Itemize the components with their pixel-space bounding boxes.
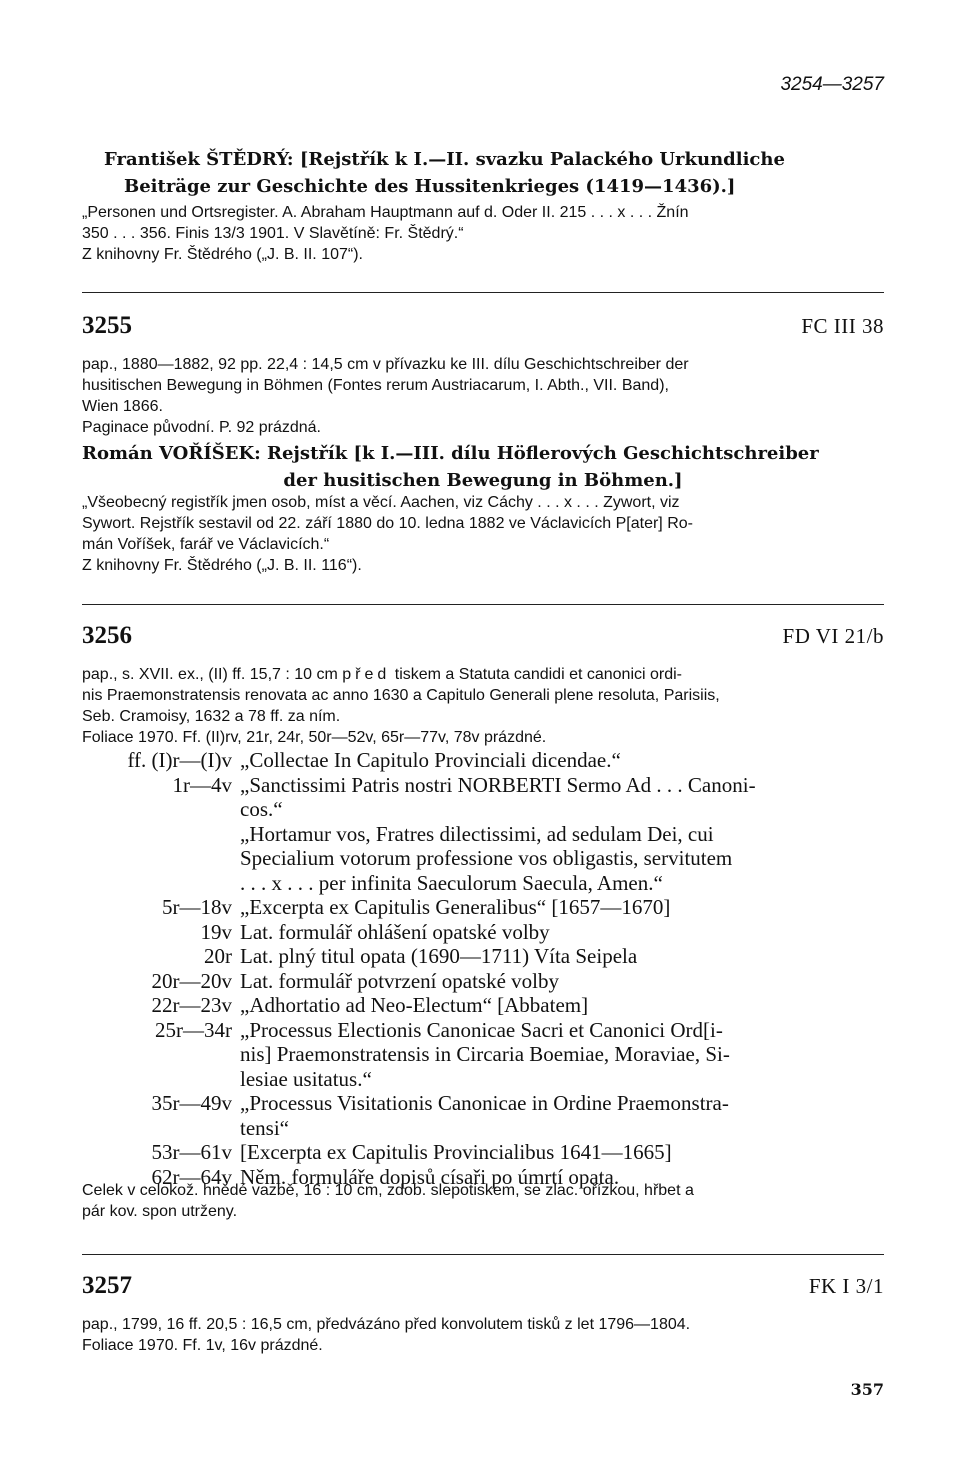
toc-text: [Excerpta ex Capitulis Provincialibus 1641—1665]	[240, 1140, 672, 1164]
divider-3255	[82, 292, 884, 293]
desc-line: Foliace 1970. Ff. 1v, 16v prázdné.	[82, 1337, 323, 1354]
record-3257-header	[82, 1272, 884, 1306]
entry-3254-title-line2: Beiträge zur Geschichte des Hussitenkrieges (1419—1436).]	[124, 176, 736, 197]
toc-text: Něm. formuláře dopisů císaři po úmrtí opata.	[240, 1164, 620, 1189]
title-line: der husitischen Bewegung in Böhmen.]	[283, 470, 683, 491]
toc-folio: 25r—34r	[155, 1017, 232, 1042]
record-3256-contents	[82, 748, 884, 1189]
toc-row	[82, 797, 884, 822]
binding-line: pár kov. spon utrženy.	[82, 1203, 238, 1220]
desc-line: nis Praemonstratensis renovata ac anno 1630 a Capitulo Generali plene resoluta, Parisiis,	[82, 687, 720, 704]
entry-3254-title-line1: František ŠTĚDRÝ: [Rejstřík k I.—II. svazku Palackého Urkundliche	[104, 149, 785, 170]
binding-line: Celek v celokož. hnědé vazbě, 16 : 10 cm, zdob. slepotiskem, se zlac. ořízkou, hřbet a	[82, 1182, 694, 1199]
desc-line: Paginace původní. P. 92 prázdná.	[82, 419, 321, 436]
page-number: 357	[850, 1380, 884, 1399]
desc-part-spaced: před	[342, 666, 391, 683]
running-head: 3254—3257	[780, 74, 884, 95]
toc-text: „Hortamur vos, Fratres dilectissimi, ad sedulam Dei, cui	[240, 821, 714, 846]
toc-text: Specialium votorum professione vos obligastis, servitutem	[240, 846, 733, 870]
toc-folio: 1r—4v	[172, 772, 232, 797]
toc-text: nis] Praemonstratensis in Circaria Boemiae, Moraviae, Si-	[240, 1042, 730, 1066]
record-3255-text	[82, 492, 884, 576]
desc-line	[82, 664, 884, 685]
toc-folio: 22r—23v	[151, 993, 232, 1017]
toc-folio: 20r	[204, 944, 232, 968]
toc-text: tensi“	[240, 1115, 289, 1140]
toc-text: „Sanctissimi Patris nostri NORBERTI Sermo Ad . . . Canoni-	[240, 772, 756, 797]
entry-3254-line1: „Personen und Ortsregister. A. Abraham Hauptmann auf d. Oder II. 215 . . . x . . . Žnín	[82, 204, 689, 221]
record-3256-description	[82, 664, 884, 748]
toc-row	[82, 993, 884, 1018]
record-3256-header	[82, 622, 884, 656]
record-number: 3255	[82, 312, 132, 339]
toc-text: „Adhortatio ad Neo-Electum“ [Abbatem]	[240, 993, 589, 1017]
toc-text: Lat. formulář potvrzení opatské volby	[240, 968, 559, 993]
entry-3254-line2: 350 . . . 356. Finis 13/3 1901. V Slavětíně: Fr. Štědrý.“	[82, 225, 464, 242]
toc-folio	[82, 1116, 240, 1141]
toc-text: „Processus Electionis Canonicae Sacri et Canonici Ord[i-	[240, 1017, 723, 1042]
page	[82, 0, 884, 1462]
desc-line: Seb. Cramoisy, 1632 a 78 ff. za ním.	[82, 708, 341, 725]
record-3255-title	[82, 440, 884, 494]
desc-line: pap., 1799, 16 ff. 20,5 : 16,5 cm, předvázáno před konvolutem tisků z let 1796—1804.	[82, 1316, 691, 1333]
toc-folio: 35r—49v	[151, 1091, 232, 1115]
toc-text: cos.“	[240, 797, 283, 821]
toc-folio	[82, 797, 240, 822]
text-line: „Všeobecný registřík jmen osob, míst a věcí. Aachen, viz Cáchy . . . x . . . Zywort, viz	[82, 494, 680, 511]
record-3256-binding	[82, 1180, 884, 1222]
toc-folio	[82, 871, 240, 896]
shelf-mark: FD VI 21/b	[782, 624, 884, 648]
text-line: Z knihovny Fr. Štědrého („J. B. II. 116“).	[82, 557, 362, 574]
toc-row	[82, 871, 884, 896]
toc-text: „Collectae In Capitulo Provinciali dicendae.“	[240, 748, 621, 772]
title-line: Román VOŘÍŠEK: Rejstřík [k I.—III. dílu Höflerových Geschichtschreiber	[82, 443, 819, 464]
toc-row	[82, 969, 884, 994]
toc-folio: 62r—64v	[151, 1164, 232, 1189]
record-3255-header	[82, 312, 884, 346]
toc-row	[82, 944, 884, 969]
toc-row	[82, 822, 884, 847]
toc-row	[82, 1140, 884, 1165]
entry-3254-line3: Z knihovny Fr. Štědrého („J. B. II. 107“).	[82, 246, 363, 263]
toc-row	[82, 895, 884, 920]
desc-line: Wien 1866.	[82, 398, 163, 415]
toc-folio: 53r—61v	[151, 1140, 232, 1164]
toc-row	[82, 920, 884, 945]
record-3255-description	[82, 354, 884, 438]
toc-folio: 20r—20v	[151, 968, 232, 993]
toc-text: „Excerpta ex Capitulis Generalibus“ [1657—1670]	[240, 895, 671, 919]
desc-line: Foliace 1970. Ff. (II)rv, 21r, 24r, 50r—52v, 65r—77v, 78v prázdné.	[82, 729, 547, 746]
toc-row	[82, 773, 884, 798]
desc-line: husitischen Bewegung in Böhmen (Fontes rerum Austriacarum, I. Abth., VII. Band),	[82, 377, 669, 394]
toc-text: Lat. plný titul opata (1690—1711) Víta Seipela	[240, 944, 638, 968]
toc-text: . . . x . . . per infinita Saeculorum Saecula, Amen.“	[240, 870, 663, 895]
record-number: 3256	[82, 622, 132, 649]
shelf-mark: FC III 38	[801, 314, 884, 338]
toc-folio	[82, 846, 240, 871]
toc-row	[82, 846, 884, 871]
toc-text: Lat. formulář ohlášení opatské volby	[240, 919, 550, 944]
toc-text: „Processus Visitationis Canonicae in Ordine Praemonstra-	[240, 1091, 729, 1115]
divider-3257	[82, 1254, 884, 1255]
entry-3254	[82, 146, 884, 265]
toc-row	[82, 1116, 884, 1141]
record-3257-description	[82, 1314, 884, 1356]
toc-row	[82, 748, 884, 773]
divider-3256	[82, 604, 884, 605]
desc-part: tiskem a Statuta candidi et canonici ordi-	[394, 666, 683, 683]
toc-row	[82, 1042, 884, 1067]
toc-row	[82, 1018, 884, 1043]
text-line: Sywort. Rejstřík sestavil od 22. září 1880 do 10. ledna 1882 ve Václavicích P[ater] Ro-	[82, 515, 693, 532]
toc-row	[82, 1067, 884, 1092]
toc-folio: 19v	[200, 919, 232, 944]
toc-folio: 5r—18v	[162, 895, 232, 919]
toc-text: lesiae usitatus.“	[240, 1066, 372, 1091]
toc-row	[82, 1091, 884, 1116]
text-line: mán Voříšek, farář ve Václavicích.“	[82, 536, 330, 553]
toc-folio	[82, 1042, 240, 1067]
toc-folio	[82, 822, 240, 847]
record-number: 3257	[82, 1272, 132, 1299]
shelf-mark: FK I 3/1	[808, 1274, 884, 1298]
desc-line: pap., 1880—1882, 92 pp. 22,4 : 14,5 cm v přívazku ke III. dílu Geschichtschreiber der	[82, 356, 689, 373]
toc-folio	[82, 1067, 240, 1092]
toc-folio: ff. (I)r—(I)v	[127, 748, 232, 772]
desc-part: pap., s. XVII. ex., (II) ff. 15,7 : 10 cm	[82, 666, 338, 683]
